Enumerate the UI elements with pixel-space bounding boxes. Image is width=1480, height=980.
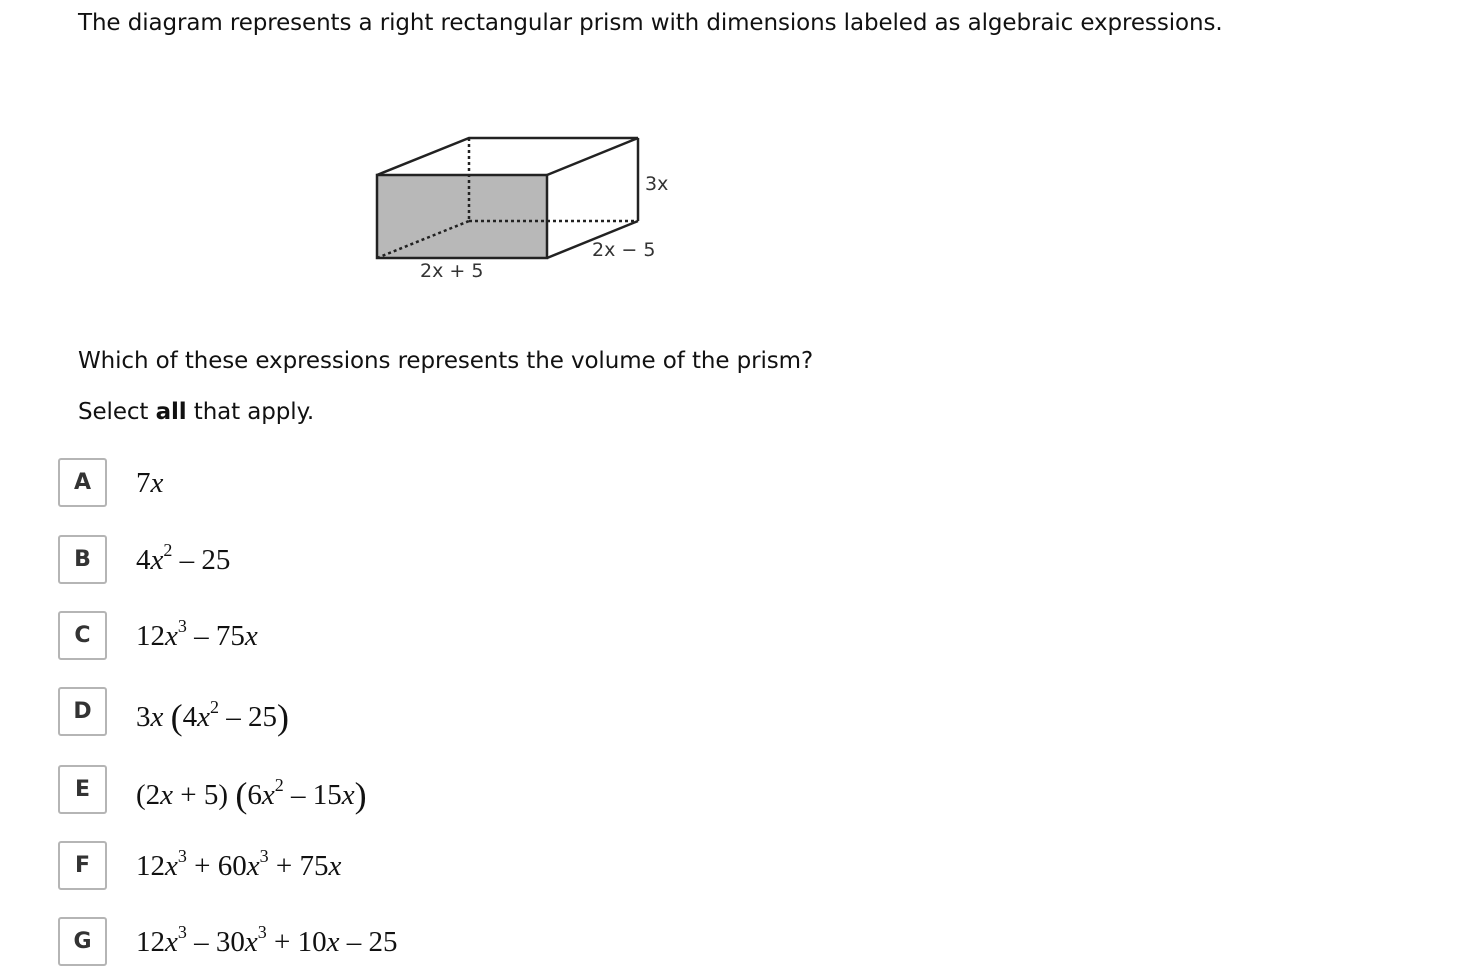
choice-f[interactable]	[58, 841, 858, 893]
choice-e-letter[interactable]: E	[58, 765, 107, 814]
prompt-intro: The diagram represents a right rectangular prism with dimensions labeled as algebraic expressions.	[78, 10, 1223, 36]
choice-f-letter[interactable]: F	[58, 841, 107, 890]
choice-d[interactable]	[58, 687, 858, 739]
question-text: Which of these expressions represents the volume of the prism?	[78, 348, 814, 374]
label-width: 2x + 5	[420, 260, 484, 282]
choice-b-letter[interactable]: B	[58, 535, 107, 584]
instruction-text	[78, 399, 314, 425]
choice-e[interactable]	[58, 765, 858, 817]
choice-a-letter[interactable]: A	[58, 458, 107, 507]
choice-a-coef: 7	[136, 467, 151, 499]
choice-b[interactable]	[58, 535, 858, 587]
choice-a[interactable]	[58, 458, 858, 510]
prism-top-edges	[377, 138, 638, 175]
choice-g-expression: $12x^3 - 30x^3 + 10x - 25$	[136, 922, 398, 958]
choice-d-letter[interactable]: D	[58, 687, 107, 736]
choice-c-letter[interactable]: C	[58, 611, 107, 660]
choice-c[interactable]	[58, 611, 858, 663]
instruction-bold: all	[155, 399, 187, 425]
choice-g-letter[interactable]: G	[58, 917, 107, 966]
choice-a-var: x	[150, 467, 164, 499]
prism-front-face	[377, 175, 547, 258]
label-depth: 2x − 5	[592, 239, 656, 261]
instruction-prefix: Select	[78, 399, 156, 425]
choice-c-expression: $12x^3 - 75x$	[136, 616, 258, 652]
choice-a-expression	[136, 467, 163, 500]
instruction-suffix: that apply.	[186, 399, 315, 425]
choice-e-expression: (2x + 5) $(6x^2 - 15x)$	[136, 775, 367, 815]
choice-g[interactable]	[58, 917, 858, 969]
prism-diagram	[360, 120, 700, 290]
label-height: 3x	[645, 173, 669, 195]
choice-b-expression: $4x^2 - 25$	[136, 540, 231, 576]
choice-f-expression: $12x^3 + 60x^3 + 75x$	[136, 846, 342, 882]
choice-d-expression: 3x $(4x^2 - 25)$	[136, 697, 289, 737]
